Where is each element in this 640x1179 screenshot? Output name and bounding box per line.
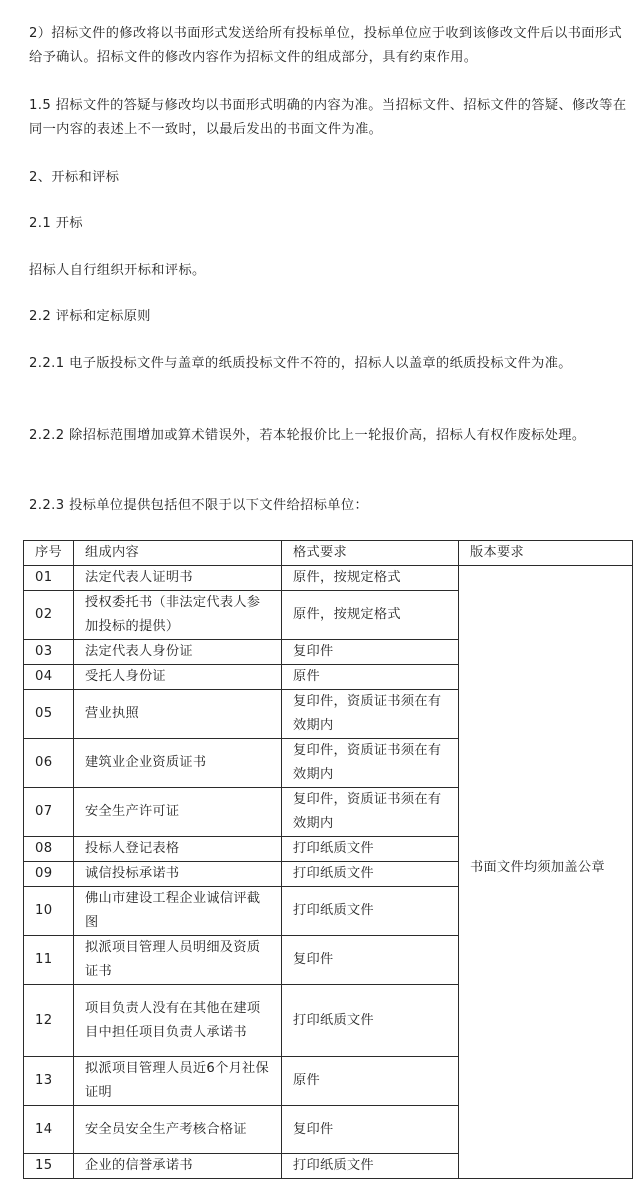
row-index: 12	[24, 985, 74, 1057]
heading-2-1: 2.1 开标	[29, 216, 83, 231]
header-version: 版本要求	[459, 541, 633, 566]
paragraph-2-2-2: 2.2.2 除招标范围增加或算术错误外，若本轮报价比上一轮报价高，招标人有权作废标处理。	[29, 428, 586, 443]
row-index: 13	[24, 1057, 74, 1106]
row-format: 打印纸质文件	[282, 887, 459, 936]
table-row	[24, 566, 633, 591]
row-format: 打印纸质文件	[282, 1154, 459, 1179]
paragraph-amendment: 2）招标文件的修改将以书面形式发送给所有投标单位，投标单位应于收到该修改文件后以书面形式给予确认。招标文件的修改内容作为招标文件的组成部分，具有约束作用。	[29, 26, 623, 65]
row-content: 安全生产许可证	[74, 788, 282, 837]
row-format: 打印纸质文件	[282, 985, 459, 1057]
row-format: 打印纸质文件	[282, 837, 459, 862]
header-format: 格式要求	[282, 541, 459, 566]
row-content: 受托人身份证	[74, 665, 282, 690]
paragraph-opening: 招标人自行组织开标和评标。	[29, 263, 206, 278]
paragraph-2-2-3: 2.2.3 投标单位提供包括但不限于以下文件给招标单位：	[29, 498, 369, 513]
row-format: 打印纸质文件	[282, 862, 459, 887]
row-format: 复印件	[282, 1106, 459, 1154]
row-index: 14	[24, 1106, 74, 1154]
row-index: 11	[24, 936, 74, 985]
heading-section-2: 2、开标和评标	[29, 170, 120, 185]
row-format: 原件	[282, 665, 459, 690]
row-format: 复印件	[282, 936, 459, 985]
paragraph-1-5: 1.5 招标文件的答疑与修改均以书面形式明确的内容为准。当招标文件、招标文件的答疑、修改等在同一内容的表述上不一致时，以最后发出的书面文件为准。	[29, 98, 627, 137]
table-header-row	[24, 541, 633, 566]
row-content: 安全员安全生产考核合格证	[74, 1106, 282, 1154]
row-content: 法定代表人身份证	[74, 640, 282, 665]
row-content: 授权委托书（非法定代表人参加投标的提供）	[74, 591, 282, 640]
row-index: 15	[24, 1154, 74, 1179]
row-content: 建筑业企业资质证书	[74, 739, 282, 788]
row-index: 09	[24, 862, 74, 887]
row-format: 原件，按规定格式	[282, 566, 459, 591]
row-format: 复印件	[282, 640, 459, 665]
row-content: 拟派项目管理人员明细及资质证书	[74, 936, 282, 985]
row-index: 10	[24, 887, 74, 936]
row-index: 02	[24, 591, 74, 640]
requirements-table	[23, 540, 633, 1179]
row-content: 营业执照	[74, 690, 282, 739]
row-index: 06	[24, 739, 74, 788]
row-format: 复印件，资质证书须在有效期内	[282, 788, 459, 837]
row-index: 01	[24, 566, 74, 591]
row-index: 04	[24, 665, 74, 690]
row-content: 投标人登记表格	[74, 837, 282, 862]
row-content: 企业的信誉承诺书	[74, 1154, 282, 1179]
row-content: 法定代表人证明书	[74, 566, 282, 591]
row-content: 佛山市建设工程企业诚信评截图	[74, 887, 282, 936]
row-format: 复印件，资质证书须在有效期内	[282, 690, 459, 739]
row-index: 05	[24, 690, 74, 739]
row-content: 诚信投标承诺书	[74, 862, 282, 887]
paragraph-2-2-1: 2.2.1 电子版投标文件与盖章的纸质投标文件不符的，招标人以盖章的纸质投标文件为准。	[29, 356, 572, 371]
header-content: 组成内容	[74, 541, 282, 566]
heading-2-2: 2.2 评标和定标原则	[29, 309, 151, 324]
row-index: 07	[24, 788, 74, 837]
row-index: 08	[24, 837, 74, 862]
version-requirement-cell: 书面文件均须加盖公章	[459, 566, 633, 1179]
row-format: 复印件，资质证书须在有效期内	[282, 739, 459, 788]
header-index: 序号	[24, 541, 74, 566]
row-format: 原件	[282, 1057, 459, 1106]
row-index: 03	[24, 640, 74, 665]
row-format: 原件，按规定格式	[282, 591, 459, 640]
row-content: 拟派项目管理人员近6个月社保证明	[74, 1057, 282, 1106]
row-content: 项目负责人没有在其他在建项目中担任项目负责人承诺书	[74, 985, 282, 1057]
